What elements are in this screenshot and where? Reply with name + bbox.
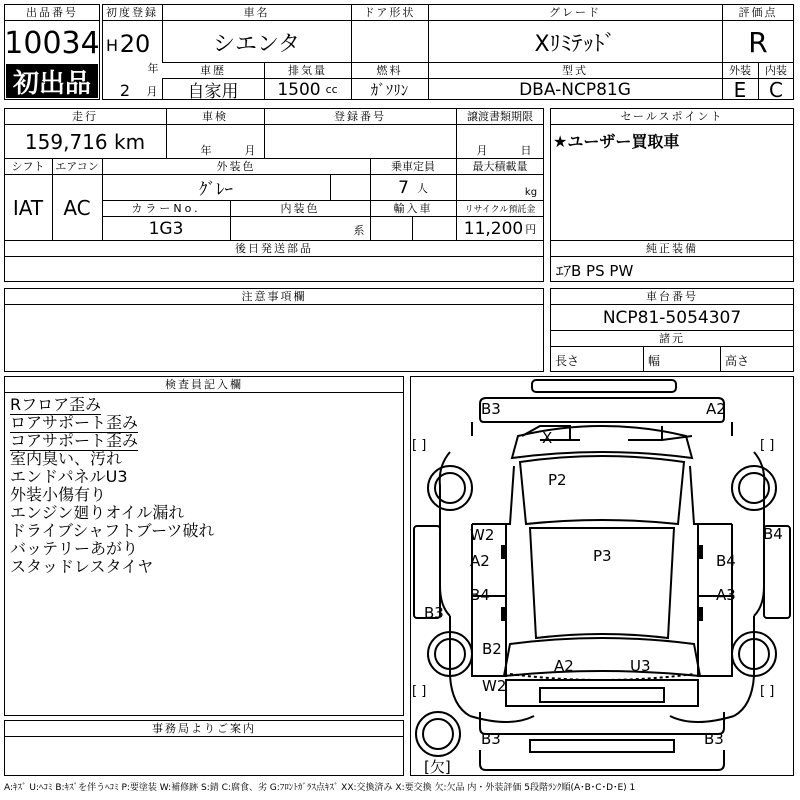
sales-point: ★ユーザー買取車 [553, 132, 680, 151]
bracket-left-top: [ ] [412, 438, 427, 453]
capacity-value: 7 [398, 177, 409, 198]
car-name: シエンタ [212, 31, 301, 57]
first-listing-badge: 初出品 [6, 64, 98, 98]
bracket-right-bottom: [ ] [760, 684, 775, 699]
door-type [351, 22, 428, 62]
history-label: 車歴 [200, 64, 226, 77]
door-label: ドア形状 [363, 6, 416, 19]
ext-label: 外装 [729, 64, 751, 77]
model-label: 型式 [562, 64, 588, 77]
reg-year: 20 [119, 30, 151, 58]
mileage: 159,716 km [24, 130, 146, 154]
legend: A:ｷｽﾞ U:ﾍｺﾐ B:ｷｽﾞを伴うﾍｺﾐ P:要塗装 W:補修跡 S:錆 C:腐食、劣 G:ﾌﾛﾝﾄｶﾞﾗｽ点ｷｽﾞ XX:交換済み X:要交換 欠:欠品 内・外装評価 5段階ﾗﾝｸ順(A･B･C･D･E) 1 [4, 783, 636, 793]
mark-spare-tire: [欠] [424, 758, 451, 776]
height-label: 高さ [725, 354, 750, 368]
mark-roof: P3 [593, 547, 612, 565]
inspection-label: 車検 [202, 110, 228, 123]
color-no-label: カラーNo. [131, 202, 201, 215]
year-unit: 年 [147, 62, 159, 75]
reg-month: 2 [119, 80, 131, 100]
history: 自家用 [187, 82, 239, 102]
inspector-note: ロアサポート歪み [10, 413, 139, 432]
ac-label: エアコン [55, 160, 99, 173]
mark-hood: P2 [548, 471, 567, 489]
inspector-note: スタッドレスタイヤ [10, 557, 154, 576]
mark-left-front-door-1: W2 [470, 526, 495, 544]
inspector-note: ドライブシャフトブーツ破れ [10, 521, 215, 540]
grade-label: グレード [549, 6, 601, 19]
inspector-note: バッテリーあがり [10, 539, 139, 558]
mark-right-fender: B4 [763, 525, 783, 543]
inspector-label: 検査員記入欄 [165, 378, 243, 391]
shift: IAT [12, 196, 44, 220]
car-name-label: 車名 [243, 6, 270, 19]
model: DBA-NCP81G [519, 79, 631, 100]
mark-tailgate-left: A2 [554, 657, 574, 675]
bracket-left-bottom: [ ] [412, 684, 427, 699]
mark-rear-right-bumper: B3 [704, 730, 724, 748]
transfer-month-unit: 月 [476, 144, 488, 157]
capacity [370, 175, 456, 200]
mark-left-front-door-2: A2 [470, 552, 490, 570]
fuel: ｶﾞｿﾘﾝ [370, 81, 409, 99]
inspector-note: 外装小傷有り [10, 485, 107, 504]
inspector-note: エンドパネルU3 [10, 467, 128, 486]
fuel-label: 燃料 [376, 64, 403, 77]
recycle-value: 11,200 [463, 218, 524, 239]
load-label: 最大積載量 [472, 160, 528, 173]
dims-label: 諸元 [659, 332, 685, 345]
recycle [456, 217, 544, 240]
mileage-label: 走行 [72, 110, 98, 123]
recycle-unit: 円 [525, 222, 537, 236]
int-color-unit: 系 [353, 224, 365, 237]
equipment: ｴｱB PS PW [556, 262, 634, 280]
equipment-label: 純正装備 [646, 242, 698, 255]
mark-left-rear-quarter-2: W2 [482, 677, 507, 695]
chassis-label: 車台番号 [646, 290, 698, 303]
displacement-label: 排気量 [288, 64, 327, 77]
displacement-unit: cc [325, 83, 338, 96]
inspection-year-unit: 年 [200, 144, 212, 157]
mark-rear-left-bumper: B3 [481, 730, 501, 748]
mark-windshield: X [542, 429, 553, 447]
int-color-label: 内装色 [280, 202, 320, 215]
mark-right-front-door: B4 [716, 552, 736, 570]
mark-left-rocker: B3 [424, 604, 444, 622]
color-no: 1G3 [148, 218, 184, 239]
load-unit: kg [524, 186, 538, 198]
inspector-note: コアサポート歪み [10, 431, 139, 450]
era-label: H [105, 35, 119, 55]
score: R [748, 25, 768, 59]
transfer-label: 譲渡書類期限 [467, 110, 533, 123]
inspector-note: 室内臭い、汚れ [10, 449, 123, 468]
chassis-number: NCP81-5054307 [602, 307, 742, 328]
color-label: 外装色 [216, 160, 256, 173]
inspector-note: Rフロア歪み [10, 395, 102, 414]
mark-tailgate-right: U3 [630, 657, 651, 675]
mark-left-rear-door: B4 [470, 586, 490, 604]
inspection-month-unit: 月 [244, 144, 256, 157]
mark-left-rear-quarter: B2 [482, 640, 502, 658]
color: ｸﾞﾚｰ [199, 180, 233, 200]
grade: Xﾘﾐﾃｯﾄﾞ [534, 31, 616, 57]
transfer-day-unit: 日 [520, 144, 532, 157]
displacement [264, 79, 351, 100]
int-grade: C [769, 77, 783, 102]
lot-number-label: 出品番号 [26, 6, 78, 19]
month-unit: 月 [146, 85, 158, 98]
mark-front-right-bumper: A2 [706, 400, 726, 418]
inspector-note: エンジン廻りオイル漏れ [10, 503, 185, 522]
caution-label: 注意事項欄 [241, 290, 307, 303]
length-label: 長さ [555, 354, 580, 368]
office-label: 事務局よりご案内 [152, 722, 256, 735]
first-reg-label: 初度登録 [106, 6, 158, 19]
width-label: 幅 [648, 354, 661, 368]
sales-point-label: セールスポイント [620, 110, 724, 123]
lot-number: 10034 [4, 25, 100, 61]
score-label: 評価点 [738, 6, 778, 19]
car-diagram [410, 376, 794, 776]
ac: AC [63, 196, 91, 220]
import-label: 輸入車 [393, 202, 433, 215]
mark-right-rear-door: A3 [716, 586, 736, 604]
capacity-label: 乗車定員 [391, 160, 435, 173]
displacement-value: 1500 [277, 79, 321, 100]
reg-no-label: 登録番号 [334, 110, 386, 123]
capacity-unit: 人 [416, 181, 428, 195]
shift-label: シフト [11, 160, 45, 173]
recycle-label: リサイクル預託金 [464, 204, 536, 215]
int-label: 内装 [765, 64, 787, 77]
ext-grade: E [733, 77, 747, 102]
mark-front-left-bumper: B3 [481, 400, 501, 418]
bracket-right-top: [ ] [760, 438, 775, 453]
parts-label: 後日発送部品 [235, 242, 313, 255]
